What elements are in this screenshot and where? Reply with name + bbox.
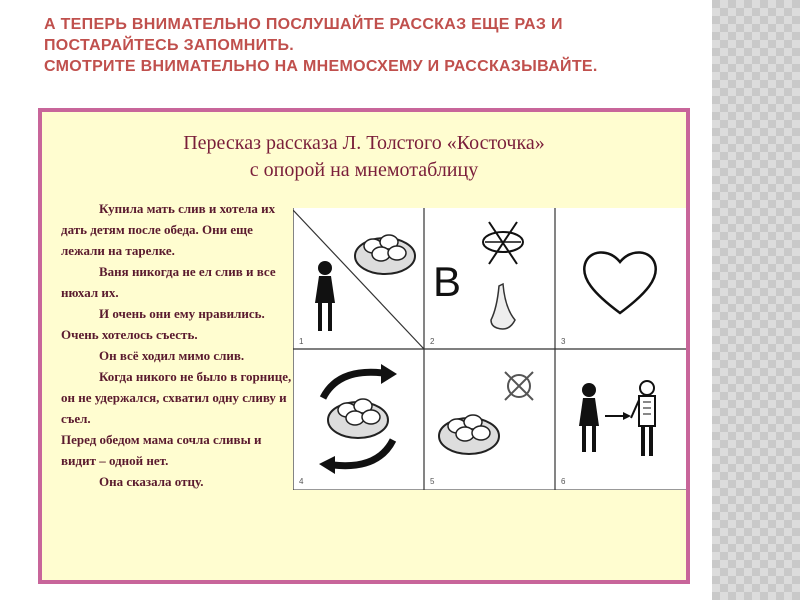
story-paragraph-1: Купила мать слив и хотела их дать детям после обеда. Они еще лежали на тарелке. (61, 201, 276, 258)
cell-number-5: 5 (430, 477, 435, 486)
heading-line-3: СМОТРИТЕ ВНИМАТЕЛЬНО НА МНЕМОСХЕМУ И РАССКАЗЫВАЙТЕ. (44, 58, 598, 75)
card-title-line-1: Пересказ рассказа Л. Толстого «Косточка» (183, 132, 545, 154)
heading-line-2: ПОСТАРАЙТЕСЬ ЗАПОМНИТЬ. (44, 37, 295, 54)
cell-number-3: 3 (561, 337, 566, 346)
story-paragraph-6: Перед обедом мама сочла сливы и видит – одной нет. (61, 432, 262, 468)
woman-icon (579, 383, 599, 452)
story-card (38, 108, 690, 584)
heart-icon (584, 252, 656, 313)
man-icon (631, 381, 655, 456)
plate-of-plums-icon (355, 235, 415, 274)
mnemo-cell-5 (430, 372, 533, 486)
slide-heading (44, 14, 704, 77)
story-paragraph-3: И очень они ему нравились. Очень хотелось съесть. (61, 306, 265, 342)
cell-number-2: 2 (430, 337, 435, 346)
nose-icon (491, 284, 515, 329)
mnemo-table (293, 208, 686, 490)
woman-icon (315, 261, 335, 331)
cell-number-6: 6 (561, 477, 566, 486)
cell-number-1: 1 (299, 337, 304, 346)
crossed-mouth-icon (483, 222, 523, 264)
story-paragraph-7: Она сказала отцу. (99, 474, 204, 489)
mnemo-cell-6 (561, 381, 655, 486)
letter-v-icon: В (433, 258, 462, 305)
mnemo-cell-3 (561, 252, 656, 346)
plate-of-plums-icon (328, 399, 388, 438)
mnemo-cell-1 (293, 210, 424, 349)
cell-number-4: 4 (299, 477, 304, 486)
card-title (42, 130, 686, 184)
arrow-right-icon (605, 412, 631, 420)
mnemo-cell-4 (299, 364, 397, 486)
story-paragraph-4: Он всё ходил мимо слив. (99, 348, 245, 363)
mnemo-cell-2 (430, 222, 523, 346)
story-paragraph-5: Когда никого не было в горнице, он не удержался, схватил одну сливу и съел. (61, 369, 292, 426)
mnemo-table-drawing (293, 208, 686, 490)
story-paragraph-2: Ваня никогда не ел слив и все нюхал их. (61, 264, 276, 300)
heading-line-1: А ТЕПЕРЬ ВНИМАТЕЛЬНО ПОСЛУШАЙТЕ РАССКАЗ ЕЩЕ РАЗ И (44, 16, 563, 33)
crossed-circle-icon (505, 372, 533, 400)
story-text (61, 198, 293, 492)
card-title-line-2: с опорой на мнемотаблицу (249, 159, 479, 181)
decorative-side-pattern (712, 0, 800, 600)
plate-of-plums-icon (439, 415, 499, 454)
